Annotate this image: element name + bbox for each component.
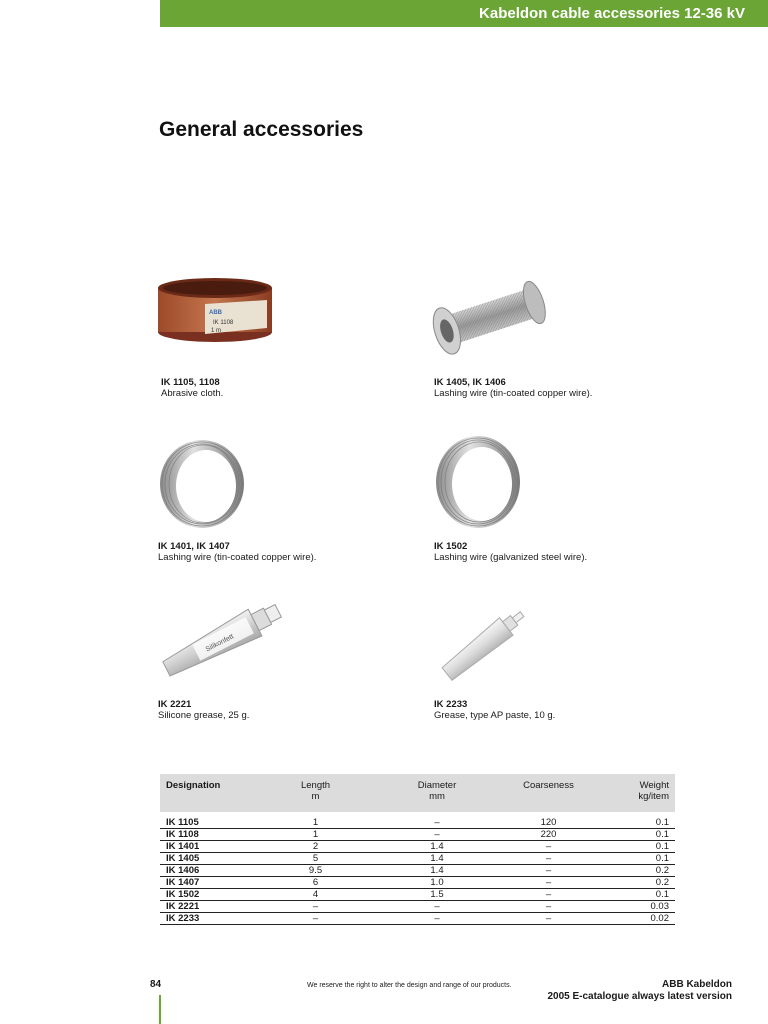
header-bar — [160, 0, 768, 27]
cell-designation: IK 1105 — [160, 817, 255, 829]
product-desc: Lashing wire (tin-coated copper wire). — [434, 388, 593, 399]
table-row — [160, 817, 675, 829]
product-ik1405 — [434, 377, 592, 399]
abrasive-cloth-roll-icon — [155, 270, 275, 350]
cell-length: 5 — [255, 853, 376, 865]
cell-length: – — [255, 901, 376, 913]
cell-coarseness: – — [498, 853, 599, 865]
paste-tube-icon — [430, 600, 545, 685]
label-length: 1 m — [211, 328, 222, 334]
product-ik2221 — [158, 699, 249, 721]
product-code: IK 1105, 1108 — [161, 377, 220, 388]
cell-coarseness: – — [498, 901, 599, 913]
header-title: Kabeldon cable accessories 12-36 kV — [479, 5, 745, 22]
cell-coarseness: – — [498, 877, 599, 889]
page-title: General accessories — [159, 118, 364, 141]
cell-weight: 0.1 — [599, 889, 675, 901]
wire-coil-icon — [432, 433, 522, 531]
table-row — [160, 889, 675, 901]
table-header-row — [160, 774, 675, 812]
product-ik1401 — [158, 541, 316, 563]
product-desc: Grease, type AP paste, 10 g. — [434, 710, 556, 721]
cell-designation: IK 2233 — [160, 913, 255, 925]
product-ik1105 — [161, 377, 223, 399]
company-block — [547, 979, 732, 1003]
disclaimer: We reserve the right to alter the design and range of our products. — [307, 982, 512, 989]
wire-spool-icon — [425, 272, 555, 364]
cell-coarseness: – — [498, 913, 599, 925]
header-weight: Weight kg/item — [599, 774, 675, 812]
cell-diameter: 1.4 — [376, 841, 498, 853]
cell-diameter: – — [376, 817, 498, 829]
cell-weight: 0.2 — [599, 865, 675, 877]
header-length: Length m — [255, 774, 376, 812]
header-designation: Designation — [160, 774, 255, 812]
product-code: IK 1401, IK 1407 — [158, 541, 230, 552]
cell-length: 2 — [255, 841, 376, 853]
label-brand: ABB — [209, 310, 222, 316]
cell-designation: IK 1405 — [160, 853, 255, 865]
product-ik2233 — [434, 699, 555, 721]
wire-coil-icon — [156, 436, 246, 531]
cell-length: 1 — [255, 817, 376, 829]
table-row — [160, 877, 675, 889]
cell-diameter: 1.0 — [376, 877, 498, 889]
table-row — [160, 853, 675, 865]
tube-label: Silikonfett — [204, 633, 235, 654]
cell-coarseness: – — [498, 889, 599, 901]
cell-weight: 0.1 — [599, 853, 675, 865]
cell-coarseness: 220 — [498, 829, 599, 841]
product-code: IK 2233 — [434, 699, 468, 710]
cell-diameter: – — [376, 829, 498, 841]
cell-weight: 0.03 — [599, 901, 675, 913]
cell-designation: IK 2221 — [160, 901, 255, 913]
cell-designation: IK 1407 — [160, 877, 255, 889]
grease-tube-icon — [155, 590, 300, 685]
company-name: ABB Kabeldon — [662, 979, 732, 990]
cell-designation: IK 1406 — [160, 865, 255, 877]
cell-coarseness: – — [498, 865, 599, 877]
product-code: IK 1502 — [434, 541, 468, 552]
table-row — [160, 865, 675, 877]
cell-diameter: 1.4 — [376, 865, 498, 877]
cell-diameter: – — [376, 901, 498, 913]
cell-weight: 0.02 — [599, 913, 675, 925]
spec-table — [160, 774, 675, 925]
cell-weight: 0.1 — [599, 841, 675, 853]
cell-weight: 0.1 — [599, 829, 675, 841]
table-row — [160, 829, 675, 841]
page-number: 84 — [150, 979, 162, 990]
footer-divider — [159, 995, 161, 1024]
cell-designation: IK 1401 — [160, 841, 255, 853]
cell-designation: IK 1502 — [160, 889, 255, 901]
table-row — [160, 841, 675, 853]
cell-designation: IK 1108 — [160, 829, 255, 841]
cell-coarseness: 120 — [498, 817, 599, 829]
label-code: IK 1108 — [213, 320, 234, 326]
product-code: IK 1405, IK 1406 — [434, 377, 506, 388]
cell-weight: 0.2 — [599, 877, 675, 889]
cell-length: 4 — [255, 889, 376, 901]
cell-length: 9.5 — [255, 865, 376, 877]
product-desc: Silicone grease, 25 g. — [158, 710, 250, 721]
table-row — [160, 901, 675, 913]
product-desc: Lashing wire (tin-coated copper wire). — [158, 552, 317, 563]
cell-length: 6 — [255, 877, 376, 889]
cell-length: 1 — [255, 829, 376, 841]
cell-diameter: 1.4 — [376, 853, 498, 865]
cell-diameter: 1.5 — [376, 889, 498, 901]
cell-coarseness: – — [498, 841, 599, 853]
header-diameter: Diameter mm — [376, 774, 498, 812]
cell-length: – — [255, 913, 376, 925]
product-desc: Lashing wire (galvanized steel wire). — [434, 552, 588, 563]
cell-weight: 0.1 — [599, 817, 675, 829]
table-row — [160, 913, 675, 925]
product-code: IK 2221 — [158, 699, 192, 710]
product-desc: Abrasive cloth. — [161, 388, 224, 399]
company-tagline: 2005 E-catalogue always latest version — [547, 991, 732, 1002]
cell-diameter: – — [376, 913, 498, 925]
product-ik1502 — [434, 541, 587, 563]
header-coarseness: Coarseness — [498, 774, 599, 812]
